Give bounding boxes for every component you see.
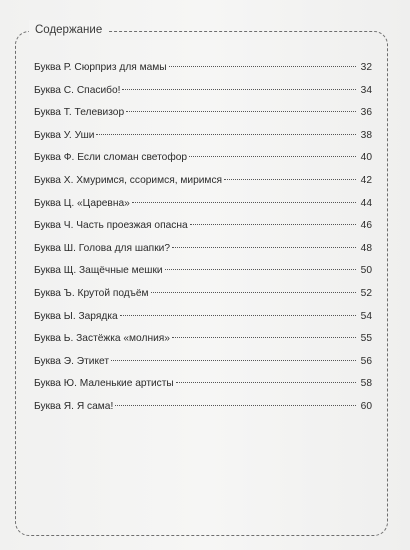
toc-entry-label: Буква Р. Сюрприз для мамы (34, 62, 167, 73)
toc-entry (34, 170, 372, 193)
toc-entry-label: Буква Я. Я сама! (34, 400, 114, 412)
toc-entry-label: Буква Ъ. Крутой подъём (34, 287, 149, 299)
toc-entry (34, 125, 372, 148)
toc-entry-label: Буква Ц. «Царевна» (34, 197, 130, 209)
toc-leader-dots (224, 179, 356, 180)
toc-leader-dots (176, 382, 356, 383)
toc-leader-dots (189, 156, 356, 157)
toc-entry-page: 58 (360, 378, 372, 390)
toc-entry-page: 32 (360, 62, 372, 73)
toc-entry-page: 56 (360, 355, 372, 367)
toc-leader-dots (151, 292, 356, 293)
toc-entry (34, 215, 372, 238)
toc-entry-page: 34 (360, 84, 372, 96)
toc-entry-label: Буква У. Уши (34, 129, 95, 141)
toc-leader-dots (190, 224, 356, 225)
toc-leader-dots (115, 405, 356, 406)
toc-entry (34, 238, 372, 261)
toc-leader-dots (169, 66, 356, 67)
toc-entry-page: 38 (360, 129, 372, 141)
toc-entry-label: Буква Х. Хмуримся, ссоримся, миримся (34, 174, 223, 186)
toc-entry-page: 42 (360, 174, 372, 186)
toc-entry (34, 193, 372, 216)
toc-leader-dots (172, 337, 356, 338)
toc-entry-label: Буква Э. Этикет (34, 355, 110, 367)
toc-entry (34, 260, 372, 283)
toc-leader-dots (126, 111, 356, 112)
toc-leader-dots (120, 315, 356, 316)
toc-leader-dots (122, 89, 356, 90)
toc-entry-label: Буква Ф. Если сломан светофор (34, 152, 188, 164)
toc-entry-page: 50 (360, 265, 372, 277)
toc-entry-page: 52 (360, 287, 372, 299)
toc-entry (34, 147, 372, 170)
toc-entry (34, 102, 372, 125)
toc-entry (34, 396, 372, 419)
toc-leader-dots (111, 360, 356, 361)
toc-entry-label: Буква Щ. Защёчные мешки (34, 265, 163, 277)
toc-entry (34, 351, 372, 374)
toc-entry-page: 46 (360, 220, 372, 232)
toc-leader-dots (172, 247, 356, 248)
toc-entry-page: 60 (360, 400, 372, 412)
toc-list (34, 57, 372, 419)
toc-entry (34, 306, 372, 329)
toc-entry-page: 48 (360, 242, 372, 254)
toc-entry-page: 40 (360, 152, 372, 164)
toc-entry-page: 54 (360, 310, 372, 322)
toc-entry-label: Буква Ы. Зарядка (34, 310, 118, 322)
toc-entry-label: Буква Ч. Часть проезжая опасна (34, 220, 188, 232)
toc-leader-dots (132, 202, 356, 203)
toc-leader-dots (165, 269, 356, 270)
toc-entry (34, 283, 372, 306)
toc-title: Содержание (29, 20, 108, 40)
toc-entry-label: Буква Ш. Голова для шапки? (34, 242, 171, 254)
toc-leader-dots (96, 134, 356, 135)
toc-entry (34, 80, 372, 103)
toc-entry (34, 57, 372, 80)
toc-entry-page: 55 (360, 333, 372, 345)
toc-entry-label: Буква Т. Телевизор (34, 107, 125, 119)
toc-entry-page: 44 (360, 197, 372, 209)
toc-entry-label: Буква С. Спасибо! (34, 84, 121, 96)
toc-entry (34, 328, 372, 351)
toc-entry-page: 36 (360, 107, 372, 119)
toc-entry-label: Буква Ю. Маленькие артисты (34, 378, 174, 390)
toc-entry (34, 373, 372, 396)
toc-entry-label: Буква Ь. Застёжка «молния» (34, 333, 170, 345)
